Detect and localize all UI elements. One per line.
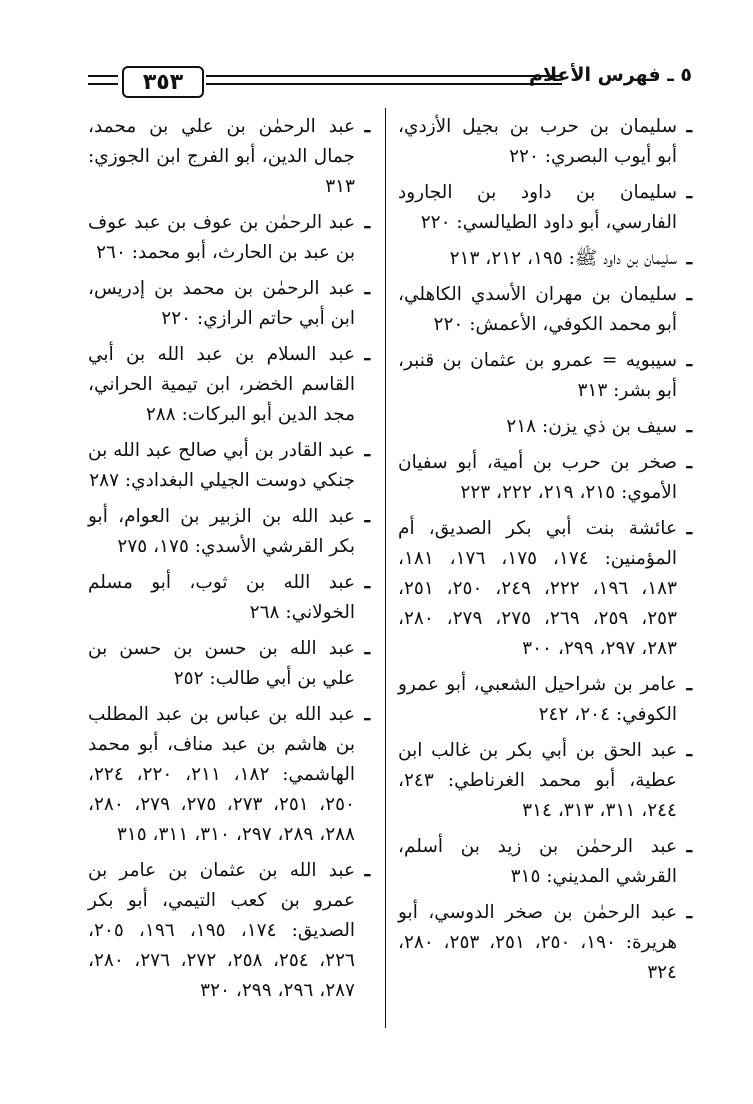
index-entry — [398, 112, 692, 172]
index-entry — [88, 436, 370, 496]
index-entry — [88, 274, 370, 334]
entry-dash: ـ — [686, 740, 692, 761]
index-entry — [398, 832, 692, 892]
index-entry — [398, 412, 692, 442]
entry-text: عبد الله بن عباس بن عبد المطلب بن هاشم بن عبد مناف، أبو محمد الهاشمي: ١٨٢، ٢١١، ٢٢٠، ٢٢٤، ٢٥٠، ٢٥١، ٢٧٣، ٢٧٥، ٢٧٩، ٢٨٠، ٢٨٨، ٢٨٩، ٢٩٧، ٣١٠، ٣١١، ٣١٥ — [88, 704, 355, 845]
entry-dash: ـ — [364, 116, 370, 137]
entry-dash: ـ — [686, 116, 692, 137]
entry-text: عائشة بنت أبي بكر الصديق، أم المؤمنين: ١٧٤، ١٧٥، ١٧٦، ١٨١، ١٨٣، ١٩٦، ٢٢٢، ٢٤٩، ٢٥٠، ٢٥١، ٢٥٣، ٢٥٩، ٢٦٩، ٢٧٥، ٢٧٩، ٢٨٠، ٢٨٣، ٢٩٧، ٢٩٩، ٣٠٠ — [398, 518, 677, 659]
page-number: ٣٥٣ — [122, 66, 204, 98]
index-entry — [88, 502, 370, 562]
index-entry — [88, 568, 370, 628]
entry-dash: ـ — [364, 344, 370, 365]
entry-dash: ـ — [686, 902, 692, 923]
entry-text: عبد الرحمٰن بن عوف بن عبد عوف بن عبد بن الحارث، أبو محمد: ٢٦٠ — [88, 212, 355, 263]
entry-text: عبد الرحمٰن بن محمد بن إدريس، ابن أبي حاتم الرازي: ٢٢٠ — [88, 278, 355, 329]
header-rule-left — [88, 75, 118, 85]
entry-text: سيف بن ذي يزن: ٢١٨ — [506, 416, 677, 437]
entry-text: عبد الله بن الزبير بن العوام، أبو بكر القرشي الأسدي: ١٧٥، ٢٧٥ — [88, 506, 355, 557]
entry-dash: ـ — [686, 674, 692, 695]
entry-text: عبد الله بن ثوب، أبو مسلم الخولاني: ٢٦٨ — [88, 572, 355, 623]
section-title: ٥ ـ فهرس الأعلام — [529, 64, 692, 86]
entry-text: سليمان بن داود بن الجارود الفارسي، أبو داود الطيالسي: ٢٢٠ — [398, 182, 677, 233]
index-entry — [398, 244, 692, 274]
entry-dash: ـ — [686, 350, 692, 371]
entry-text: عبد الله بن عثمان بن عامر بن عمرو بن كعب التيمي، أبو بكر الصديق: ١٧٤، ١٩٥، ١٩٦، ٢٠٥، ٢٢٦، ٢٥٤، ٢٥٨، ٢٧٢، ٢٧٦، ٢٨٠، ٢٨٧، ٢٩٦، ٢٩٩، ٣٢٠ — [88, 860, 355, 1001]
entry-dash: ـ — [364, 638, 370, 659]
entry-text: صخر بن حرب بن أمية، أبو سفيان الأموي: ٢١٥، ٢١٩، ٢٢٢، ٢٢٣ — [398, 452, 677, 503]
index-entry — [88, 700, 370, 850]
entry-dash: ـ — [686, 416, 692, 437]
entry-text: عامر بن شراحيل الشعبي، أبو عمرو الكوفي: ٢٠٤، ٢٤٢ — [398, 674, 677, 725]
index-entry — [88, 340, 370, 430]
entry-dash: ـ — [364, 572, 370, 593]
index-entry — [398, 514, 692, 664]
entry-text: عبد السلام بن عبد الله بن أبي القاسم الخضر، ابن تيمية الحراني، مجد الدين أبو البركات: ٢٨٨ — [88, 344, 355, 425]
entry-text: عبد الرحمٰن بن علي بن محمد، جمال الدين، أبو الفرج ابن الجوزي: ٣١٣ — [88, 116, 355, 197]
index-entry — [88, 208, 370, 268]
entry-dash: ـ — [364, 440, 370, 461]
entry-dash: ـ — [364, 278, 370, 299]
entry-dash: ـ — [364, 860, 370, 881]
entry-dash: ـ — [686, 284, 692, 305]
entry-text: عبد الرحمٰن بن صخر الدوسي، أبو هريرة: ١٩٠، ٢٥٠، ٢٥١، ٢٥٣، ٢٨٠، ٣٢٤ — [398, 902, 677, 983]
entry-dash: ـ — [686, 452, 692, 473]
index-column-right — [398, 112, 692, 994]
index-entry — [398, 178, 692, 238]
entry-dash: ـ — [686, 182, 692, 203]
index-entry — [398, 280, 692, 340]
entry-text: سيبويه = عمرو بن عثمان بن قنبر، أبو بشر: ٣١٣ — [398, 350, 677, 401]
entry-text: سليمان بن داود ﷺ: ١٩٥، ٢١٢، ٢١٣ — [449, 248, 677, 269]
index-entry — [398, 670, 692, 730]
entry-dash: ـ — [686, 518, 692, 539]
entry-dash: ـ — [364, 506, 370, 527]
index-entry — [398, 898, 692, 988]
entry-text: سليمان بن حرب بن بجيل الأزدي، أبو أيوب البصري: ٢٢٠ — [398, 116, 677, 167]
index-entry — [398, 346, 692, 406]
entry-text: سليمان بن مهران الأسدي الكاهلي، أبو محمد الكوفي، الأعمش: ٢٢٠ — [398, 284, 677, 335]
entry-text: عبد الحق بن أبي بكر بن غالب ابن عطية، أبو محمد الغرناطي: ٢٤٣، ٢٤٤، ٣١١، ٣١٣، ٣١٤ — [398, 740, 677, 821]
index-entry — [398, 736, 692, 826]
index-entry — [398, 448, 692, 508]
entry-dash: ـ — [686, 836, 692, 857]
index-column-left — [88, 112, 370, 1012]
index-entry — [88, 634, 370, 694]
column-divider — [385, 108, 386, 1028]
index-entry — [88, 856, 370, 1006]
entry-text: عبد القادر بن أبي صالح عبد الله بن جنكي دوست الجيلي البغدادي: ٢٨٧ — [88, 440, 355, 491]
entry-text: عبد الرحمٰن بن زيد بن أسلم، القرشي المديني: ٣١٥ — [398, 836, 677, 887]
page-header — [88, 60, 692, 104]
entry-dash: ـ — [364, 212, 370, 233]
entry-dash: ـ — [364, 704, 370, 725]
entry-text: عبد الله بن حسن بن حسن بن علي بن أبي طالب: ٢٥٢ — [88, 638, 355, 689]
index-entry — [88, 112, 370, 202]
header-rule-right — [206, 75, 562, 85]
entry-dash: ـ — [686, 248, 692, 269]
